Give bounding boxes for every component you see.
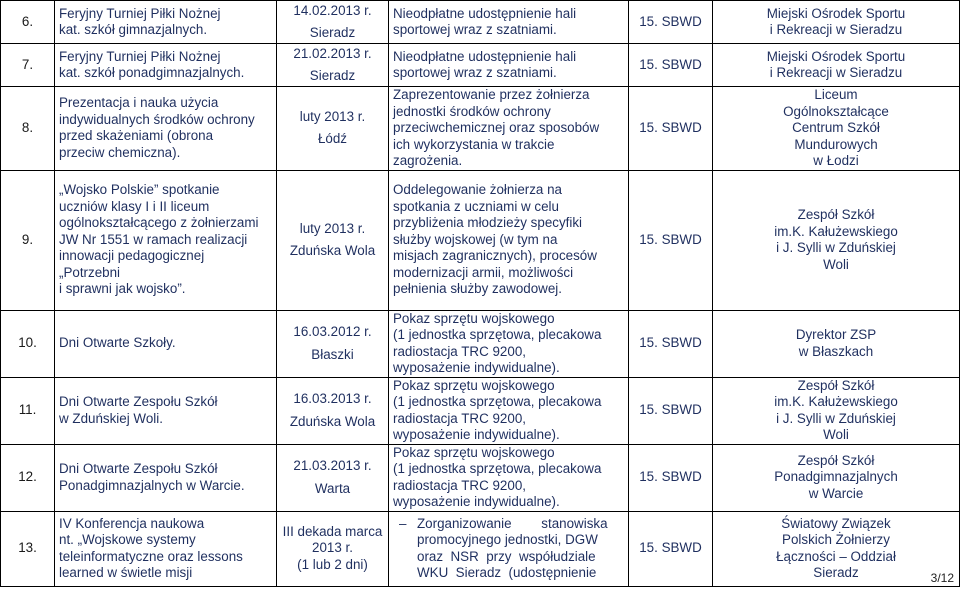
organizer: [713, 310, 960, 377]
event-date-place: [277, 444, 389, 511]
table-row: [1, 377, 960, 444]
event-title-line: i sprawni jak wojsko”.: [59, 281, 186, 297]
table-row: [1, 511, 960, 586]
event-title: [55, 444, 277, 511]
row-number: 7.: [1, 44, 55, 87]
event-title: [55, 87, 277, 171]
organizer-line: w Warcie: [808, 485, 864, 501]
event-description-line: sportowej wraz z szatniami.: [393, 65, 557, 80]
event-description: [389, 44, 629, 87]
event-description-line: jednostki środków ochrony: [393, 103, 551, 119]
organizer: [713, 511, 960, 586]
row-number: 8.: [1, 87, 55, 171]
event-description-line: (1 jednostka sprzętowa, plecakowa: [393, 394, 602, 409]
organizer-line: im.K. Kałużewskiego: [774, 223, 898, 239]
organizer-line: Liceum: [814, 87, 858, 102]
row-number: 11.: [1, 377, 55, 444]
event-date-place: [277, 170, 389, 310]
event-date-place: [277, 377, 389, 444]
organizer-line: Woli: [823, 256, 849, 272]
event-date-place: [277, 1, 389, 44]
unit-name: 15. SBWD: [629, 170, 713, 310]
event-title: [55, 1, 277, 44]
event-title: [55, 310, 277, 377]
organizer-line: Mundurowych: [794, 136, 878, 152]
table-row: [1, 44, 960, 87]
organizer-line: Miejski Ośrodek Sportu: [766, 5, 906, 21]
event-title-line: IV Konferencja naukowa: [59, 515, 205, 531]
event-title-line: Ponadgimnazjalnych w Warcie.: [59, 477, 245, 493]
event-description: [389, 377, 629, 444]
organizer-line: i Rekreacji w Sieradzu: [769, 22, 903, 37]
event-title-line: uczniów klasy I i II liceum: [59, 198, 210, 214]
organizer: [713, 170, 960, 310]
organizer: [713, 1, 960, 44]
event-title-line: Dni Otwarte Zespołu Szkół: [59, 394, 218, 409]
organizer-line: Łączności – Oddział: [776, 548, 896, 564]
organizer-line: Dyrektor ZSP: [795, 327, 877, 342]
organizer-line: Zespół Szkół: [797, 452, 875, 468]
event-description-line: oraz NSR przy współudziale: [417, 548, 596, 564]
event-description-line: służby wojskowej (w tym na: [393, 231, 558, 247]
event-description: [389, 444, 629, 511]
event-date-place: [277, 511, 389, 586]
event-place: Zduńska Wola: [289, 413, 376, 429]
organizer-line: Zespół Szkół: [797, 207, 875, 222]
row-number: 10.: [1, 310, 55, 377]
event-title-line: Dni Otwarte Zespołu Szkół: [59, 461, 218, 476]
organizer: [713, 377, 960, 444]
event-description-line: (1 jednostka sprzętowa, plecakowa: [393, 461, 602, 476]
unit-name: 15. SBWD: [629, 87, 713, 171]
event-title-line: „Potrzebni: [59, 264, 121, 280]
event-date: luty 2013 r.: [299, 220, 366, 236]
event-description-line: przybliżenia młodzieży specyfiki: [393, 215, 583, 231]
unit-name: 15. SBWD: [629, 444, 713, 511]
event-date-place: [277, 44, 389, 87]
event-description-line: WKU Sieradz (udostępnienie: [417, 565, 597, 580]
event-description-line: (1 jednostka sprzętowa, plecakowa: [393, 327, 602, 342]
event-place: Zduńska Wola: [289, 243, 376, 258]
event-description-line: zagrożenia.: [393, 153, 463, 168]
event-description-line: wyposażenie indywidualne).: [393, 427, 560, 442]
organizer-line: i J. Sylli w Zduńskiej: [776, 240, 896, 255]
event-description: [389, 511, 629, 586]
organizer-line: Sieradz: [813, 565, 859, 580]
event-date-place: [277, 87, 389, 171]
organizer-line: Światowy Związek: [781, 515, 891, 531]
unit-name: 15. SBWD: [629, 310, 713, 377]
table-row: [1, 1, 960, 44]
event-place: Sieradz: [309, 68, 356, 83]
event-date: 21.03.2013 r.: [293, 458, 372, 473]
event-title-line: indywidualnych środków ochrony: [59, 111, 255, 127]
event-description: [389, 310, 629, 377]
organizer-line: i J. Sylli w Zduńskiej: [776, 410, 896, 426]
event-description-line: radiostacja TRC 9200,: [393, 343, 526, 359]
event-description-line: sportowej wraz z szatniami.: [393, 22, 557, 37]
table-row: [1, 310, 960, 377]
event-description-line: radiostacja TRC 9200,: [393, 410, 526, 426]
event-title-line: Feryjny Turniej Piłki Nożnej: [59, 5, 221, 21]
event-description-line: spotkania z uczniami w celu: [393, 198, 559, 214]
event-description-line: radiostacja TRC 9200,: [393, 477, 526, 493]
event-title-line: w Zduńskiej Woli.: [59, 410, 163, 426]
unit-name: 15. SBWD: [629, 1, 713, 44]
event-title-line: „Wojsko Polskie” spotkanie: [59, 182, 220, 198]
event-date: 16.03.2013 r.: [293, 391, 372, 406]
event-description-line: pełnienia służby zawodowej.: [393, 281, 562, 297]
page-number: 3/12: [930, 570, 954, 585]
event-place: Błaszki: [311, 346, 354, 362]
organizer-line: w Błaszkach: [798, 343, 874, 359]
event-description-line: Pokaz sprzętu wojskowego: [393, 377, 555, 393]
event-description: [389, 170, 629, 310]
event-place: Warta: [314, 480, 351, 496]
event-description-line: wyposażenie indywidualne).: [393, 494, 560, 509]
event-description-text: Zorganizowanie stanowiska: [417, 515, 608, 531]
event-date: 14.02.2013 r.: [293, 2, 372, 18]
organizer-line: Woli: [823, 427, 849, 442]
event-description-line: Zaprezentowanie przez żołnierza: [393, 87, 590, 102]
organizer-line: Polskich Żołnierzy: [782, 532, 890, 547]
event-title-line: kat. szkół ponadgimnazjalnych.: [59, 65, 245, 80]
event-title: [55, 44, 277, 87]
unit-name: 15. SBWD: [629, 377, 713, 444]
event-place: Sieradz: [309, 25, 356, 40]
row-number: 13.: [1, 511, 55, 586]
event-date: 21.02.2013 r.: [293, 45, 372, 61]
event-title: [55, 170, 277, 310]
organizer-line: im.K. Kałużewskiego: [774, 394, 898, 409]
event-title: [55, 511, 277, 586]
event-date-line: 2013 r.: [312, 540, 353, 556]
table-row: [1, 444, 960, 511]
organizer-line: Centrum Szkół: [792, 120, 880, 135]
event-description-line: Oddelegowanie żołnierza na: [393, 182, 562, 198]
event-title-line: przed skażeniami (obrona: [59, 128, 214, 144]
event-title-line: Prezentacja i nauka użycia: [59, 95, 219, 111]
event-title-line: teleinformatyczne oraz lessons: [59, 548, 243, 564]
event-description-line: [399, 516, 624, 533]
event-description-line: promocyjnego jednostki, DGW: [417, 532, 598, 547]
organizer: [713, 44, 960, 87]
list-dash: –: [399, 515, 407, 531]
event-description: [389, 87, 629, 171]
event-description-line: Nieodpłatne udostępnienie hali: [393, 48, 577, 64]
organizer-line: Ponadgimnazjalnych: [774, 469, 898, 485]
event-description-line: przeciwchemicznej oraz sposobów: [393, 120, 600, 135]
event-title-line: kat. szkół gimnazjalnych.: [59, 22, 208, 37]
event-title-line: Feryjny Turniej Piłki Nożnej: [59, 48, 221, 64]
event-description-line: Pokaz sprzętu wojskowego: [393, 444, 555, 460]
event-description: [389, 1, 629, 44]
event-title-line: ogólnokształcącego z żołnierzami: [59, 215, 259, 231]
organizer: [713, 444, 960, 511]
event-date-place: [277, 310, 389, 377]
event-title-line: Dni Otwarte Szkoły.: [59, 335, 176, 351]
organizer: [713, 87, 960, 171]
unit-name: 15. SBWD: [629, 511, 713, 586]
organizer-line: w Łodzi: [813, 153, 859, 168]
organizer-line: Ogólnokształcące: [783, 103, 889, 119]
event-title-line: learned w świetle misji: [59, 565, 193, 580]
event-title: [55, 377, 277, 444]
event-date-line: (1 lub 2 dni): [297, 556, 368, 572]
event-title-line: przeciw chemiczna).: [59, 144, 181, 160]
event-description-line: modernizacji armii, możliwości: [393, 264, 574, 280]
event-description-line: Nieodpłatne udostępnienie hali: [393, 5, 577, 21]
organizer-line: Zespół Szkół: [797, 377, 875, 393]
row-number: 6.: [1, 1, 55, 44]
event-date-line: III dekada marca: [282, 523, 383, 539]
event-place: Łódź: [317, 131, 348, 147]
organizer-line: Miejski Ośrodek Sportu: [766, 48, 906, 64]
row-number: 9.: [1, 170, 55, 310]
table-row: [1, 170, 960, 310]
event-title-line: innowacji pedagogicznej: [59, 248, 205, 264]
event-date: luty 2013 r.: [299, 108, 366, 124]
row-number: 12.: [1, 444, 55, 511]
event-title-line: JW Nr 1551 w ramach realizacji: [59, 231, 248, 247]
unit-name: 15. SBWD: [629, 44, 713, 87]
event-description-line: misjach zagranicznych), procesów: [393, 248, 597, 264]
table-row: [1, 87, 960, 171]
event-title-line: nt. „Wojskowe systemy: [59, 532, 196, 547]
event-description-line: ich wykorzystania w trakcie: [393, 136, 555, 152]
event-description-line: wyposażenie indywidualne).: [393, 360, 560, 375]
organizer-line: i Rekreacji w Sieradzu: [769, 65, 903, 80]
event-date: 16.03.2012 r.: [293, 324, 372, 339]
event-description-line: Pokaz sprzętu wojskowego: [393, 310, 555, 326]
